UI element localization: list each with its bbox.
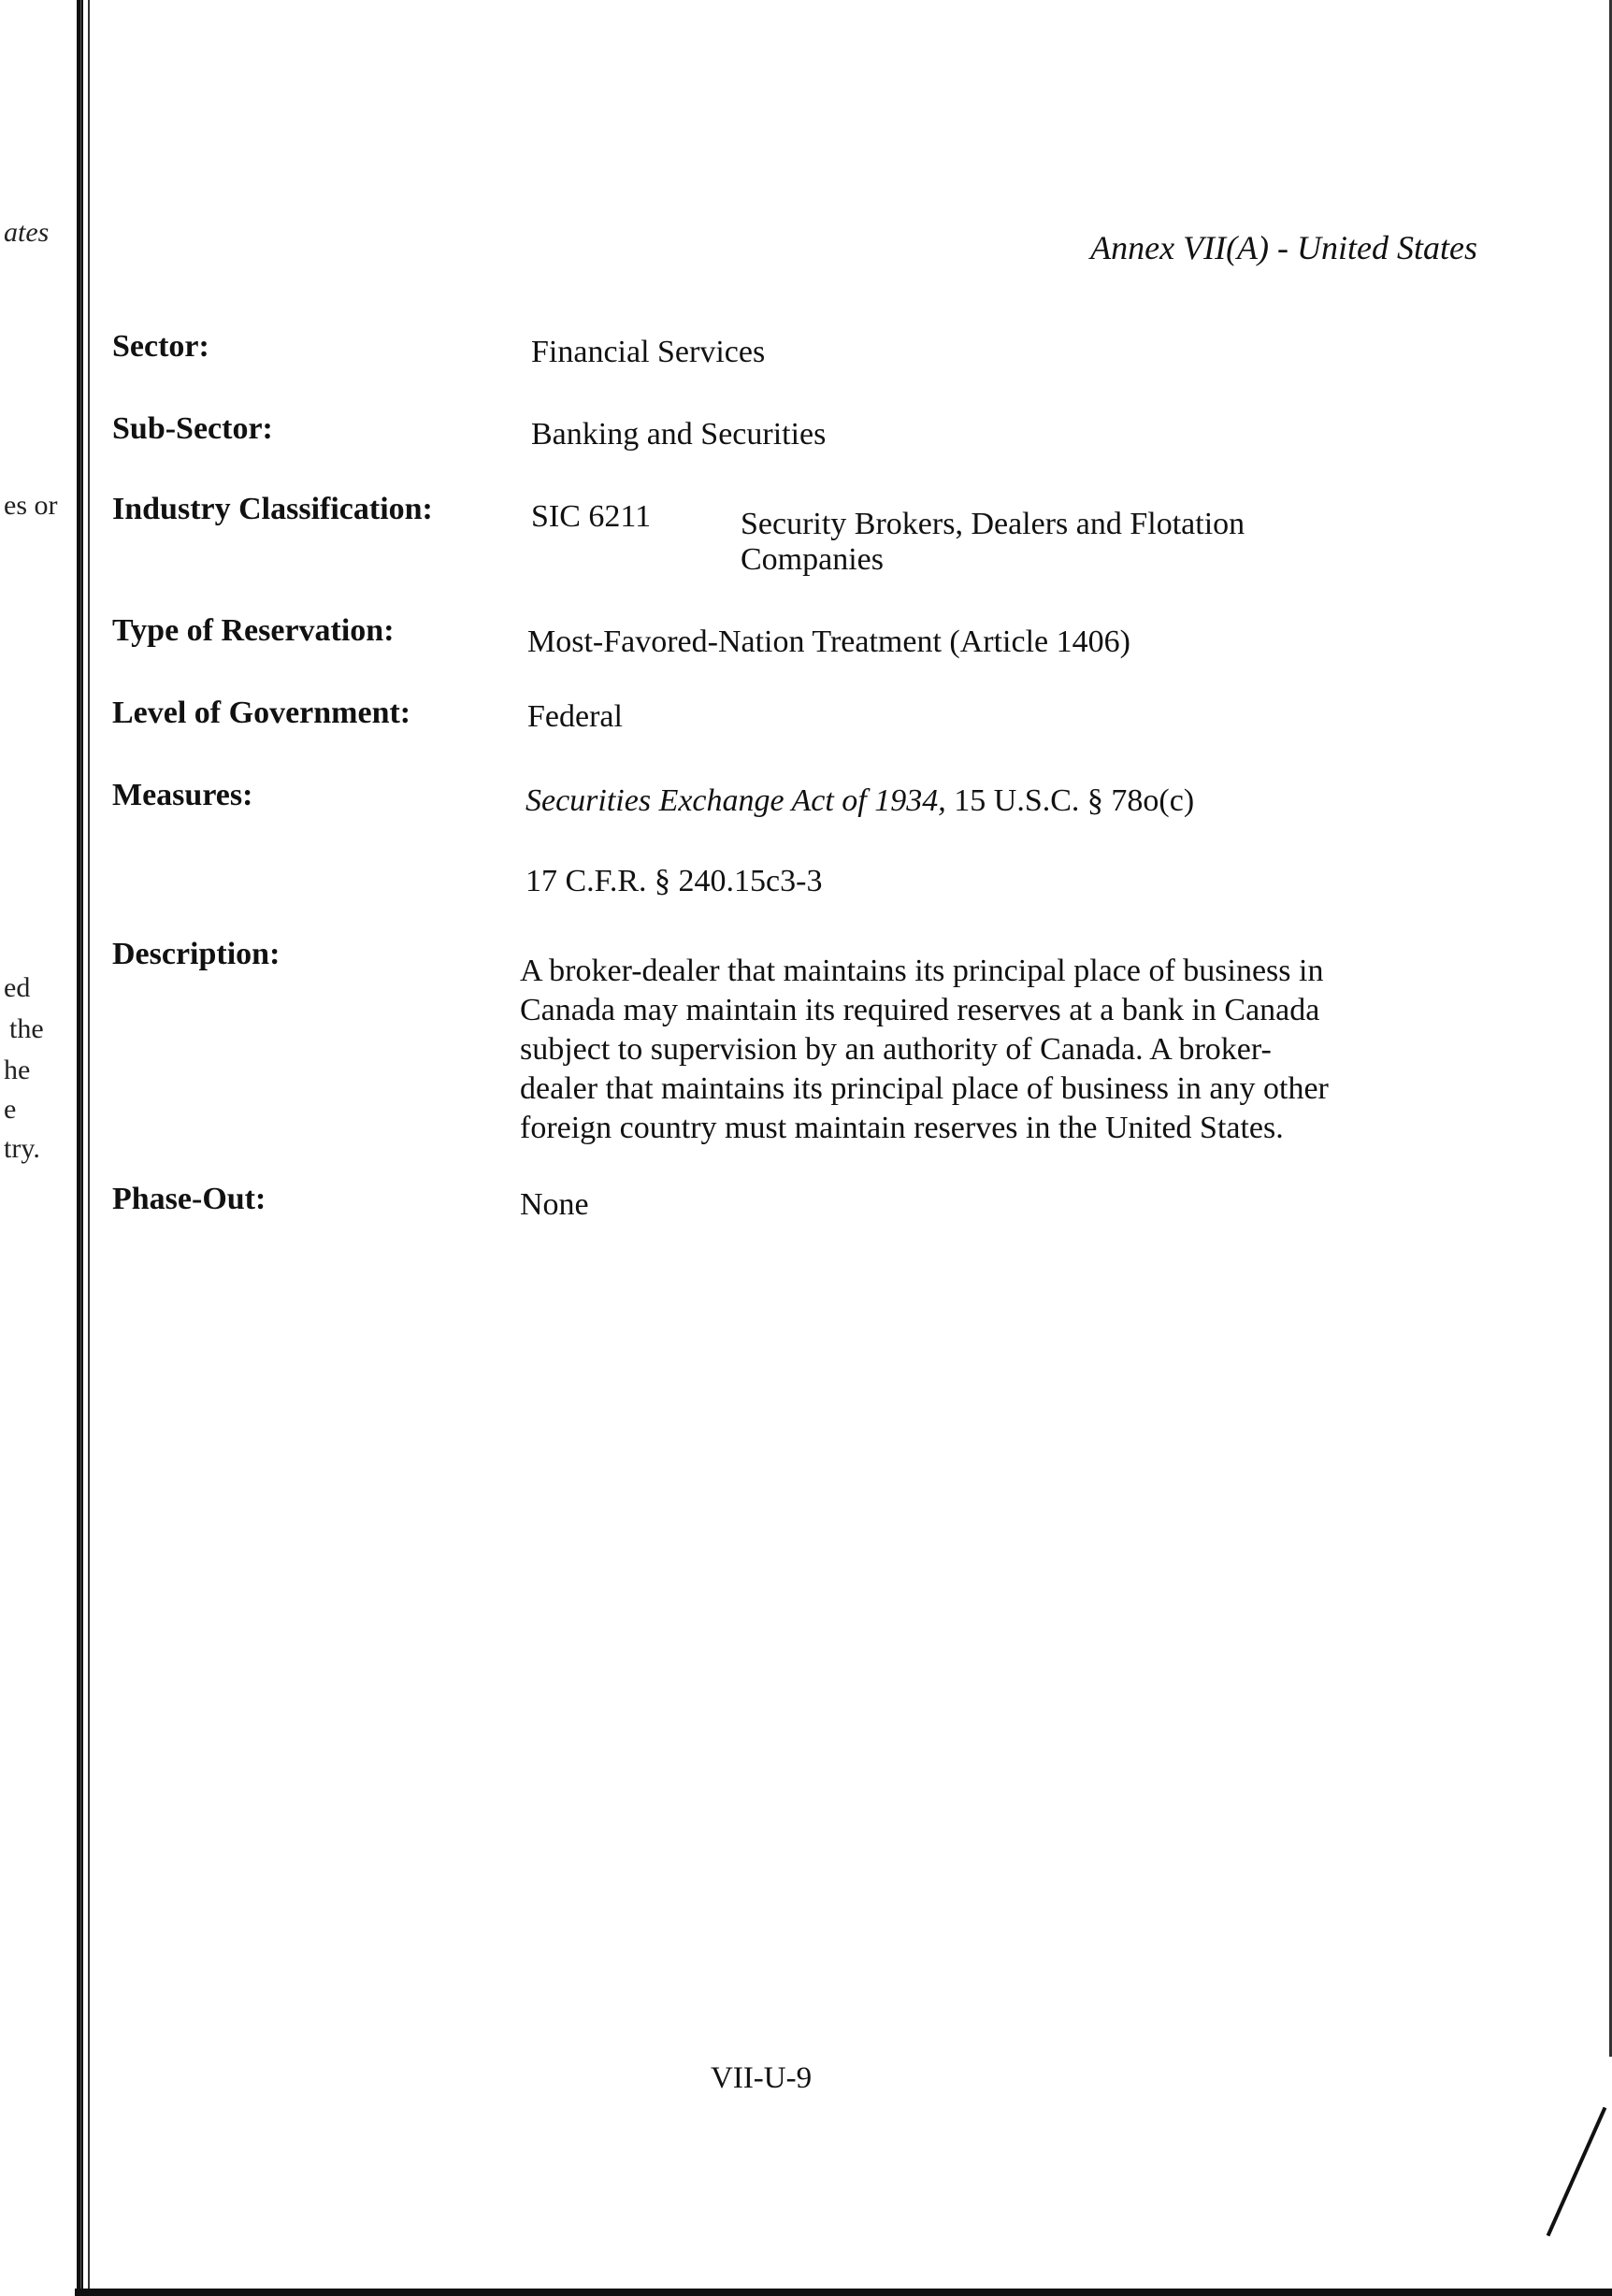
description-label: Description: — [112, 937, 281, 971]
page-number: VII-U-9 — [711, 2061, 813, 2095]
description-line: A broker-dealer that maintains its principal place of business in — [520, 954, 1324, 988]
industry-classification-description-cont: Companies — [741, 542, 884, 577]
industry-classification-description: Security Brokers, Dealers and Flotation — [741, 507, 1245, 541]
measures-cfr: 17 C.F.R. § 240.15c3-3 — [525, 864, 823, 898]
margin-fragment: e — [4, 1094, 17, 1125]
measures-statute — [525, 783, 1194, 819]
margin-fragment: es or — [4, 490, 58, 521]
description-line: Canada may maintain its required reserves at a bank in Canada — [520, 993, 1320, 1027]
binding-spine-line — [80, 0, 81, 2296]
type-of-reservation-label: Type of Reservation: — [112, 613, 395, 648]
page-header: Annex VII(A) - United States — [1090, 229, 1477, 266]
measures-label: Measures: — [112, 778, 253, 812]
phase-out-value: None — [520, 1187, 589, 1222]
margin-fragment: the — [9, 1013, 44, 1044]
binding-spine-line — [88, 0, 90, 2296]
pen-mark — [1547, 2107, 1607, 2237]
measures-act-citation: 15 U.S.C. § 78o(c) — [954, 783, 1195, 818]
level-of-government-value: Federal — [527, 699, 623, 734]
description-line: dealer that maintains its principal place of business in any other — [520, 1071, 1329, 1106]
type-of-reservation-value: Most-Favored-Nation Treatment (Article 1406) — [527, 624, 1130, 659]
sector-label: Sector: — [112, 329, 209, 364]
description-line: foreign country must maintain reserves in the United States. — [520, 1111, 1284, 1145]
sic-code: SIC 6211 — [531, 499, 652, 534]
margin-fragment: ates — [4, 217, 50, 248]
description-body — [520, 952, 1474, 1148]
margin-fragment: he — [4, 1055, 31, 1085]
measures-act-title: Securities Exchange Act of 1934, — [525, 783, 946, 818]
sub-sector-label: Sub-Sector: — [112, 411, 273, 446]
industry-classification-label: Industry Classification: — [112, 492, 433, 526]
sub-sector-value: Banking and Securities — [531, 417, 827, 452]
sector-value: Financial Services — [531, 335, 766, 369]
description-line: subject to supervision by an authority of Canada. A broker- — [520, 1032, 1272, 1067]
page-edge-bottom — [75, 2289, 1612, 2296]
level-of-government-label: Level of Government: — [112, 696, 411, 730]
margin-fragment: ed — [4, 972, 31, 1003]
margin-fragment: try. — [4, 1133, 40, 1164]
phase-out-label: Phase-Out: — [112, 1182, 266, 1216]
